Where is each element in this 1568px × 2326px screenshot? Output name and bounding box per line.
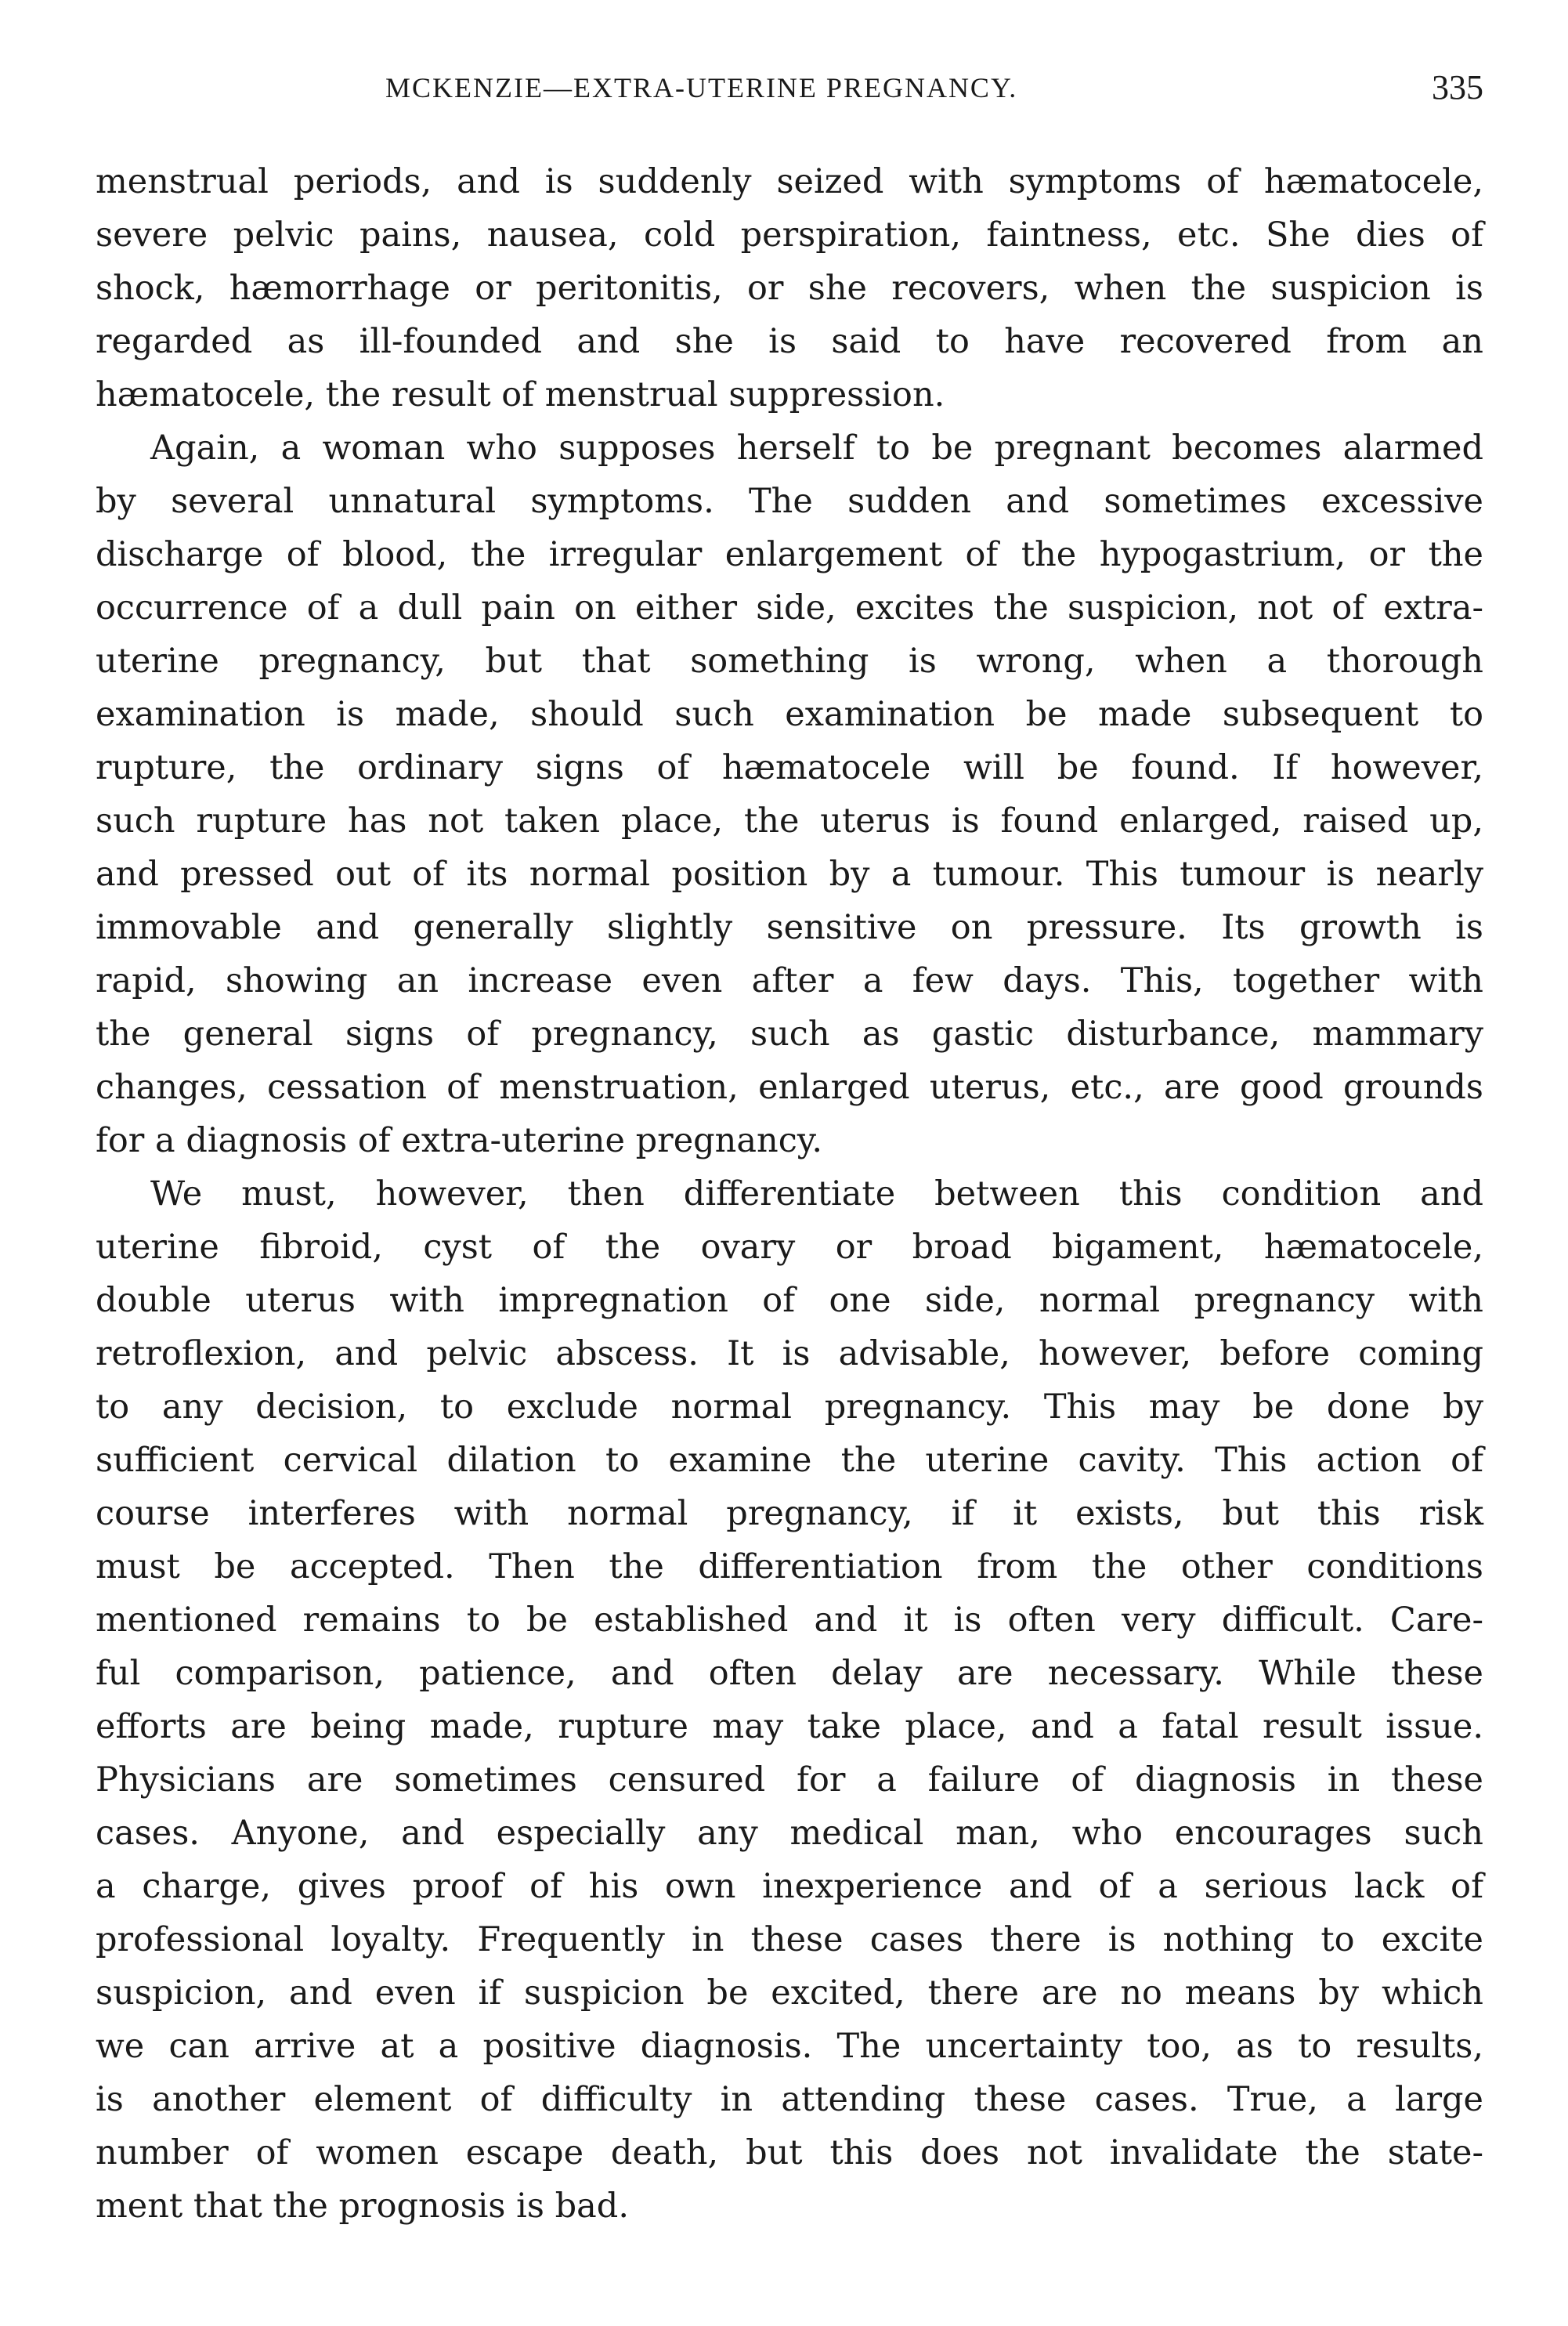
text-line: Again, a woman who supposes herself to be pregnant becomes alarmed [150, 429, 1483, 468]
text-line: number of women escape death, but this does not invalidate the state- [96, 2133, 1483, 2172]
text-line: rapid, showing an increase even after a few days. This, together with [96, 961, 1483, 1000]
text-line: professional loyalty. Frequently in these cases there is nothing to excite [96, 1920, 1483, 1959]
paragraph-continued [96, 155, 1483, 421]
body-text [96, 155, 1483, 2233]
text-line: double uterus with impregnation of one side, normal pregnancy with [96, 1281, 1483, 1320]
text-line: uterine fibroid, cyst of the ovary or broad bigament, hæmatocele, [96, 1228, 1483, 1267]
text-line: regarded as ill-founded and she is said to have recovered from an [96, 322, 1483, 361]
text-line: must be accepted. Then the differentiation from the other conditions [96, 1547, 1483, 1586]
paragraph-we-must [96, 1167, 1483, 2233]
text-line: retroflexion, and pelvic abscess. It is advisable, however, before coming [96, 1334, 1483, 1373]
text-line: occurrence of a dull pain on either side, excites the suspicion, not of extra- [96, 588, 1483, 628]
text-line: to any decision, to exclude normal pregnancy. This may be done by [96, 1387, 1483, 1427]
text-line: ful comparison, patience, and often delay are necessary. While these [96, 1654, 1483, 1693]
text-line: hæmatocele, the result of menstrual suppression. [96, 375, 945, 414]
text-line: severe pelvic pains, nausea, cold perspiration, faintness, etc. She dies of [96, 215, 1483, 255]
text-line: is another element of difficulty in attending these cases. True, a large [96, 2080, 1483, 2119]
text-line: changes, cessation of menstruation, enlarged uterus, etc., are good grounds [96, 1068, 1483, 1107]
text-line: Physicians are sometimes censured for a failure of diagnosis in these [96, 1760, 1483, 1800]
text-line: sufficient cervical dilation to examine the uterine cavity. This action of [96, 1441, 1483, 1480]
text-line: examination is made, should such examination be made subsequent to [96, 695, 1483, 734]
text-line: the general signs of pregnancy, such as gastic disturbance, mammary [96, 1015, 1483, 1054]
text-line: efforts are being made, rupture may take place, and a fatal result issue. [96, 1707, 1483, 1746]
text-line: ment that the prognosis is bad. [96, 2187, 629, 2226]
running-title: MCKENZIE—EXTRA-UTERINE PREGNANCY. [385, 72, 1018, 103]
paragraph-again [96, 421, 1483, 1167]
text-line: uterine pregnancy, but that something is wrong, when a thorough [96, 642, 1483, 681]
text-line: we can arrive at a positive diagnosis. The uncertainty too, as to results, [96, 2027, 1483, 2066]
page-number: 335 [1432, 68, 1483, 107]
text-line: suspicion, and even if suspicion be excited, there are no means by which [96, 1973, 1483, 2013]
text-line: menstrual periods, and is suddenly seized with symptoms of hæmatocele, [96, 162, 1483, 201]
running-header [96, 64, 1483, 111]
text-line: rupture, the ordinary signs of hæmatocele will be found. If however, [96, 748, 1483, 787]
text-line: immovable and generally slightly sensitive on pressure. Its growth is [96, 908, 1483, 947]
text-line: discharge of blood, the irregular enlargement of the hypogastrium, or the [96, 535, 1483, 574]
text-line: for a diagnosis of extra-uterine pregnancy. [96, 1121, 823, 1160]
text-line: course interferes with normal pregnancy, if it exists, but this risk [96, 1494, 1483, 1533]
text-line: We must, however, then differentiate between this condition and [150, 1174, 1483, 1214]
text-line: by several unnatural symptoms. The sudden and sometimes excessive [96, 482, 1483, 521]
text-line: and pressed out of its normal position by a tumour. This tumour is nearly [96, 855, 1483, 894]
text-line: mentioned remains to be established and it is often very difficult. Care- [96, 1601, 1483, 1640]
text-line: such rupture has not taken place, the uterus is found enlarged, raised up, [96, 801, 1483, 841]
text-line: shock, hæmorrhage or peritonitis, or she recovers, when the suspicion is [96, 269, 1483, 308]
text-line: cases. Anyone, and especially any medical man, who encourages such [96, 1814, 1483, 1853]
text-line: a charge, gives proof of his own inexperience and of a serious lack of [96, 1867, 1483, 1906]
